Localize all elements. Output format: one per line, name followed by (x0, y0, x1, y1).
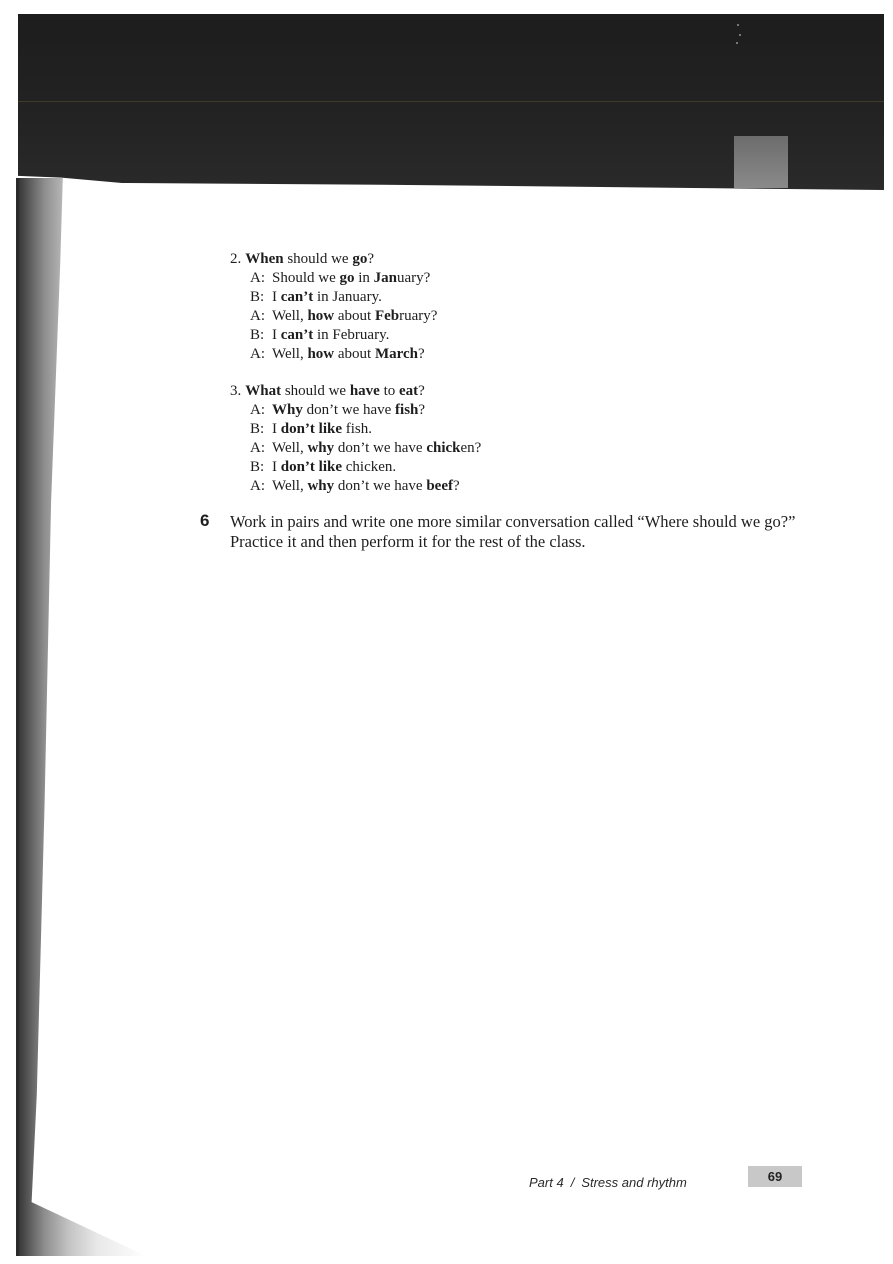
item-prompt (245, 383, 425, 399)
stressed-syllable: don’t like (280, 421, 343, 437)
speaker-label: B: (250, 459, 265, 475)
stressed-syllable: When (245, 251, 284, 267)
unstressed-text: should we (281, 383, 350, 399)
speaker-label: B: (250, 327, 265, 343)
unstressed-text: don’t we have (302, 402, 396, 418)
page-number: 69 (748, 1166, 802, 1187)
stressed-syllable: go (352, 251, 368, 267)
unstressed-text: Well, (272, 308, 308, 324)
unstressed-text: I (272, 289, 281, 305)
unstressed-text: should we (283, 251, 353, 267)
item-number: 3. (230, 383, 242, 399)
stressed-syllable: can’t (280, 327, 314, 343)
unstressed-text: ? (367, 251, 375, 267)
speaker-label: A: (250, 346, 265, 362)
unstressed-text: Well, (272, 346, 308, 362)
item-prompt (245, 251, 374, 267)
unstressed-text: uary? (397, 270, 431, 286)
dialogue-line (250, 345, 425, 364)
unstressed-text: I (272, 421, 281, 437)
stressed-syllable: beef (426, 478, 453, 494)
stressed-syllable: Feb (374, 308, 400, 324)
unstressed-text: chicken. (342, 459, 397, 475)
unstressed-text: ruary? (399, 308, 438, 324)
speaker-label: A: (250, 440, 265, 456)
footer-section-title: Stress and rhythm (581, 1175, 687, 1190)
footer-separator: / (570, 1175, 575, 1190)
exercise-number: 6 (200, 511, 210, 530)
speaker-label: A: (250, 478, 265, 494)
dialogue-line (250, 458, 396, 477)
stressed-syllable: have (349, 383, 380, 399)
stressed-syllable: What (245, 383, 282, 399)
exercise-instruction: Work in pairs and write one more similar conversation called “Where should we go?” Practice it and then perform it for the rest of the class. (230, 512, 796, 551)
running-footer (529, 1175, 687, 1190)
unstressed-text: en? (460, 440, 482, 456)
dialogue-line (250, 269, 430, 288)
stressed-syllable: why (307, 478, 335, 494)
unstressed-text: Well, (272, 440, 308, 456)
unstressed-text: about (334, 308, 375, 324)
dialogue-line (250, 326, 389, 345)
unstressed-text: don’t we have (334, 440, 427, 456)
speaker-label: B: (250, 421, 265, 437)
dialogue-line (250, 477, 460, 496)
dialogue-item-header (230, 250, 374, 269)
speaker-label: A: (250, 308, 265, 324)
dialogue-line (250, 307, 437, 326)
stressed-syllable: eat (399, 383, 419, 399)
item-number: 2. (230, 251, 242, 267)
unstressed-text: I (272, 327, 281, 343)
unstressed-text: ? (418, 383, 425, 399)
unstressed-text: fish. (342, 421, 373, 437)
unstressed-text: to (379, 383, 400, 399)
dialogue-item-header (230, 382, 425, 401)
stressed-syllable: can’t (280, 289, 314, 305)
stressed-syllable: why (307, 440, 335, 456)
speaker-label: B: (250, 289, 265, 305)
unstressed-text: ? (418, 402, 426, 418)
unstressed-text: don’t we have (334, 478, 427, 494)
unstressed-text: in (354, 270, 374, 286)
stressed-syllable: chick (426, 440, 461, 456)
stressed-syllable: go (339, 270, 355, 286)
unstressed-text: ? (453, 478, 460, 494)
unstressed-text: about (334, 346, 375, 362)
dialogue-line (250, 401, 425, 420)
stressed-syllable: fish (395, 402, 419, 418)
stressed-syllable: don’t like (280, 459, 343, 475)
unstressed-text: in February. (313, 327, 390, 343)
stressed-syllable: Jan (373, 270, 398, 286)
stressed-syllable: Why (272, 402, 303, 418)
stressed-syllable: March (374, 346, 419, 362)
speaker-label: A: (250, 402, 265, 418)
unstressed-text: Should we (272, 270, 340, 286)
unstressed-text: Well, (272, 478, 308, 494)
dialogue-line (250, 288, 382, 307)
dialogue-line (250, 420, 372, 439)
unstressed-text: ? (418, 346, 425, 362)
unstressed-text: I (272, 459, 281, 475)
speaker-label: A: (250, 270, 265, 286)
stressed-syllable: how (307, 346, 335, 362)
unstressed-text: in January. (313, 289, 382, 305)
dialogue-line (250, 439, 481, 458)
footer-part-label: Part 4 (529, 1175, 564, 1190)
stressed-syllable: how (307, 308, 335, 324)
